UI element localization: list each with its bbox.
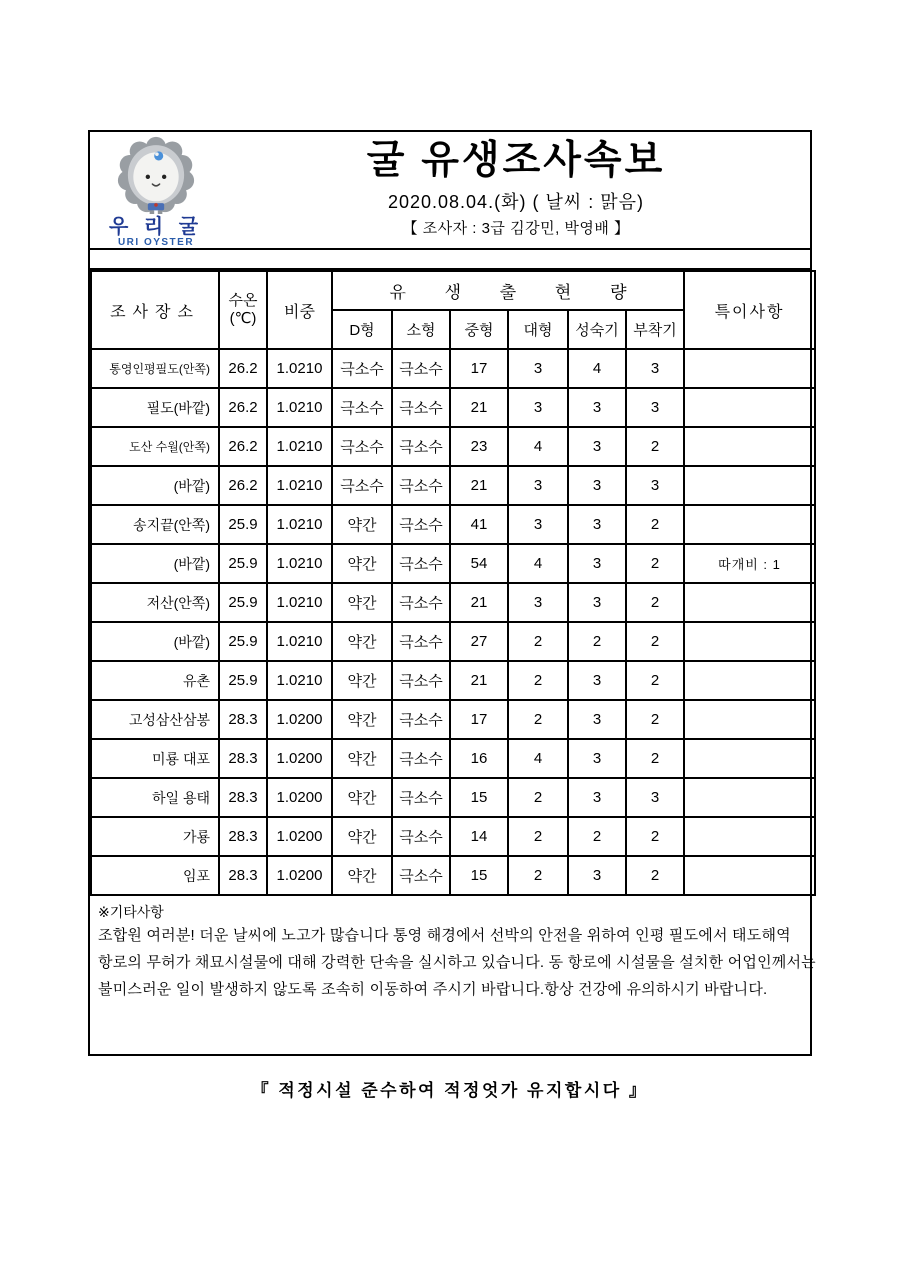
- cell-medium: 15: [450, 856, 508, 895]
- document-page: [88, 130, 816, 1056]
- cell-d: 약간: [332, 544, 392, 583]
- cell-gravity: 1.0210: [267, 349, 332, 388]
- cell-attach: 3: [626, 466, 684, 505]
- cell-small: 극소수: [392, 856, 450, 895]
- cell-large: 4: [508, 427, 568, 466]
- column-header-d-type: D형: [332, 310, 392, 349]
- cell-small: 극소수: [392, 661, 450, 700]
- cell-small: 극소수: [392, 817, 450, 856]
- cell-gravity: 1.0200: [267, 778, 332, 817]
- cell-large: 3: [508, 583, 568, 622]
- table-row: [91, 505, 815, 544]
- cell-large: 2: [508, 622, 568, 661]
- table-row: [91, 466, 815, 505]
- cell-gravity: 1.0210: [267, 544, 332, 583]
- cell-location: 고성삼산삼봉: [91, 700, 219, 739]
- cell-location: 미룡 대포: [91, 739, 219, 778]
- cell-location: (바깥): [91, 544, 219, 583]
- cell-large: 4: [508, 739, 568, 778]
- cell-location: (바깥): [91, 622, 219, 661]
- cell-temp: 26.2: [219, 388, 267, 427]
- cell-location: 필도(바깥): [91, 388, 219, 427]
- table-row: [91, 739, 815, 778]
- cell-attach: 2: [626, 661, 684, 700]
- cell-attach: 2: [626, 505, 684, 544]
- table-body: [91, 349, 815, 895]
- cell-gravity: 1.0210: [267, 466, 332, 505]
- cell-large: 3: [508, 388, 568, 427]
- cell-gravity: 1.0200: [267, 700, 332, 739]
- cell-mature: 2: [568, 622, 626, 661]
- survey-table: [90, 270, 816, 896]
- table-row: [91, 583, 815, 622]
- cell-small: 극소수: [392, 622, 450, 661]
- cell-location: 송지끝(안쪽): [91, 505, 219, 544]
- cell-gravity: 1.0200: [267, 817, 332, 856]
- cell-attach: 2: [626, 544, 684, 583]
- column-header-medium: 중형: [450, 310, 508, 349]
- cell-large: 3: [508, 349, 568, 388]
- cell-attach: 2: [626, 817, 684, 856]
- table-row: [91, 700, 815, 739]
- cell-mature: 3: [568, 739, 626, 778]
- cell-mature: 3: [568, 466, 626, 505]
- cell-note: [684, 466, 815, 505]
- other-notes-heading: ※기타사항: [98, 904, 164, 920]
- column-header-attach: 부착기: [626, 310, 684, 349]
- cell-location: 가룡: [91, 817, 219, 856]
- cell-d: 약간: [332, 505, 392, 544]
- cell-d: 약간: [332, 622, 392, 661]
- cell-small: 극소수: [392, 583, 450, 622]
- table-row: [91, 349, 815, 388]
- cell-d: 극소수: [332, 388, 392, 427]
- cell-medium: 15: [450, 778, 508, 817]
- cell-temp: 28.3: [219, 739, 267, 778]
- cell-note: [684, 700, 815, 739]
- cell-small: 극소수: [392, 427, 450, 466]
- cell-location: 임포: [91, 856, 219, 895]
- cell-temp: 25.9: [219, 583, 267, 622]
- cell-small: 극소수: [392, 388, 450, 427]
- table-row: [91, 817, 815, 856]
- date-weather-line: 2020.08.04.(화) ( 날씨 : 맑음): [387, 192, 644, 212]
- cell-mature: 3: [568, 505, 626, 544]
- cell-mature: 3: [568, 583, 626, 622]
- cell-gravity: 1.0210: [267, 427, 332, 466]
- cell-mature: 3: [568, 856, 626, 895]
- cell-temp: 28.3: [219, 817, 267, 856]
- oyster-mascot-icon: [110, 136, 202, 214]
- cell-medium: 54: [450, 544, 508, 583]
- cell-temp: 26.2: [219, 466, 267, 505]
- cell-large: 4: [508, 544, 568, 583]
- cell-attach: 2: [626, 856, 684, 895]
- cell-note: [684, 505, 815, 544]
- cell-medium: 16: [450, 739, 508, 778]
- spacer-band: [90, 250, 810, 270]
- cell-attach: 2: [626, 583, 684, 622]
- cell-attach: 3: [626, 778, 684, 817]
- cell-note: [684, 388, 815, 427]
- cell-location: 유촌: [91, 661, 219, 700]
- cell-medium: 21: [450, 466, 508, 505]
- cell-d: 약간: [332, 661, 392, 700]
- column-header-large: 대형: [508, 310, 568, 349]
- cell-gravity: 1.0210: [267, 505, 332, 544]
- cell-mature: 4: [568, 349, 626, 388]
- cell-large: 3: [508, 505, 568, 544]
- cell-note: [684, 661, 815, 700]
- cell-note: [684, 778, 815, 817]
- cell-note: [684, 349, 815, 388]
- cell-medium: 27: [450, 622, 508, 661]
- cell-location: 도산 수월(안쪽): [91, 427, 219, 466]
- column-header-larvae-group: 유 생 출 현 량: [332, 271, 684, 310]
- surveyor-line: 【 조사자 : 3급 김강민, 박영배 】: [402, 220, 630, 237]
- cell-location: 통영인평필도(안쪽): [91, 349, 219, 388]
- cell-small: 극소수: [392, 700, 450, 739]
- cell-d: 약간: [332, 856, 392, 895]
- column-header-mature: 성숙기: [568, 310, 626, 349]
- cell-large: 2: [508, 817, 568, 856]
- cell-mature: 3: [568, 661, 626, 700]
- cell-temp: 28.3: [219, 856, 267, 895]
- cell-gravity: 1.0210: [267, 622, 332, 661]
- column-header-small: 소형: [392, 310, 450, 349]
- temperature-label-line1: 수온: [228, 292, 258, 309]
- other-notes-line: 불미스러운 일이 발생하지 않도록 조속히 이동하여 주시기 바랍니다.항상 건강에 유의하시기 바랍니다.: [98, 981, 768, 998]
- slogan-line: 『 적정시설 준수하여 적정엇가 유지합시다 』: [251, 1081, 649, 1100]
- cell-mature: 3: [568, 778, 626, 817]
- cell-large: 2: [508, 778, 568, 817]
- cell-d: 약간: [332, 739, 392, 778]
- cell-temp: 26.2: [219, 349, 267, 388]
- cell-gravity: 1.0200: [267, 856, 332, 895]
- cell-large: 2: [508, 661, 568, 700]
- temperature-label-line2: (℃): [229, 310, 257, 327]
- cell-large: 2: [508, 700, 568, 739]
- cell-location: 저산(안쪽): [91, 583, 219, 622]
- cell-d: 약간: [332, 700, 392, 739]
- other-notes-line: 조합원 여러분! 더운 날씨에 노고가 많습니다 통영 해경에서 선박의 안전을 위하여 인평 필도에서 태도해역: [98, 927, 791, 944]
- cell-location: 하일 용태: [91, 778, 219, 817]
- table-row: [91, 661, 815, 700]
- title-block: [222, 132, 810, 248]
- column-header-temperature: [219, 271, 267, 349]
- cell-temp: 25.9: [219, 661, 267, 700]
- table-row: [91, 856, 815, 895]
- cell-note: [684, 583, 815, 622]
- logo-english-name: URI OYSTER: [117, 237, 195, 248]
- cell-medium: 23: [450, 427, 508, 466]
- cell-small: 극소수: [392, 778, 450, 817]
- cell-small: 극소수: [392, 349, 450, 388]
- cell-attach: 2: [626, 739, 684, 778]
- cell-d: 극소수: [332, 349, 392, 388]
- cell-d: 극소수: [332, 466, 392, 505]
- logo-block: [90, 132, 222, 248]
- column-header-gravity: 비중: [267, 271, 332, 349]
- cell-location: (바깥): [91, 466, 219, 505]
- cell-note: [684, 622, 815, 661]
- cell-small: 극소수: [392, 505, 450, 544]
- cell-medium: 41: [450, 505, 508, 544]
- cell-attach: 2: [626, 622, 684, 661]
- cell-note: [684, 817, 815, 856]
- cell-small: 극소수: [392, 739, 450, 778]
- other-notes-section: [90, 896, 816, 1054]
- cell-gravity: 1.0200: [267, 739, 332, 778]
- table-row: [91, 388, 815, 427]
- cell-d: 약간: [332, 778, 392, 817]
- cell-medium: 17: [450, 700, 508, 739]
- cell-attach: 3: [626, 388, 684, 427]
- cell-mature: 3: [568, 700, 626, 739]
- cell-temp: 25.9: [219, 622, 267, 661]
- cell-small: 극소수: [392, 544, 450, 583]
- cell-gravity: 1.0210: [267, 388, 332, 427]
- cell-gravity: 1.0210: [267, 583, 332, 622]
- cell-mature: 3: [568, 544, 626, 583]
- column-header-location: 조사장소: [91, 271, 219, 349]
- cell-medium: 21: [450, 583, 508, 622]
- page-title: 굴 유생조사속보: [366, 139, 666, 182]
- cell-note: [684, 427, 815, 466]
- cell-note: [684, 856, 815, 895]
- cell-d: 약간: [332, 817, 392, 856]
- cell-d: 극소수: [332, 427, 392, 466]
- cell-medium: 14: [450, 817, 508, 856]
- logo-korean-name: 우 리 굴: [108, 216, 204, 238]
- cell-mature: 3: [568, 427, 626, 466]
- cell-temp: 28.3: [219, 700, 267, 739]
- cell-medium: 17: [450, 349, 508, 388]
- cell-d: 약간: [332, 583, 392, 622]
- cell-small: 극소수: [392, 466, 450, 505]
- cell-large: 3: [508, 466, 568, 505]
- cell-medium: 21: [450, 388, 508, 427]
- table-row: [91, 544, 815, 583]
- cell-temp: 26.2: [219, 427, 267, 466]
- cell-attach: 2: [626, 427, 684, 466]
- cell-mature: 2: [568, 817, 626, 856]
- table-row: [91, 778, 815, 817]
- cell-medium: 21: [450, 661, 508, 700]
- cell-note: 따개비 : 1: [684, 544, 815, 583]
- cell-temp: 25.9: [219, 505, 267, 544]
- other-notes-line: 항로의 무허가 채묘시설물에 대해 강력한 단속을 실시하고 있습니다. 동 항로에 시설물을 설치한 어업인께서는: [98, 954, 816, 971]
- table-row: [91, 622, 815, 661]
- table-row: [91, 427, 815, 466]
- cell-temp: 25.9: [219, 544, 267, 583]
- cell-attach: 2: [626, 700, 684, 739]
- column-header-notes: 특이사항: [684, 271, 815, 349]
- cell-temp: 28.3: [219, 778, 267, 817]
- document-header: [90, 132, 810, 250]
- cell-attach: 3: [626, 349, 684, 388]
- cell-mature: 3: [568, 388, 626, 427]
- cell-note: [684, 739, 815, 778]
- cell-gravity: 1.0210: [267, 661, 332, 700]
- cell-large: 2: [508, 856, 568, 895]
